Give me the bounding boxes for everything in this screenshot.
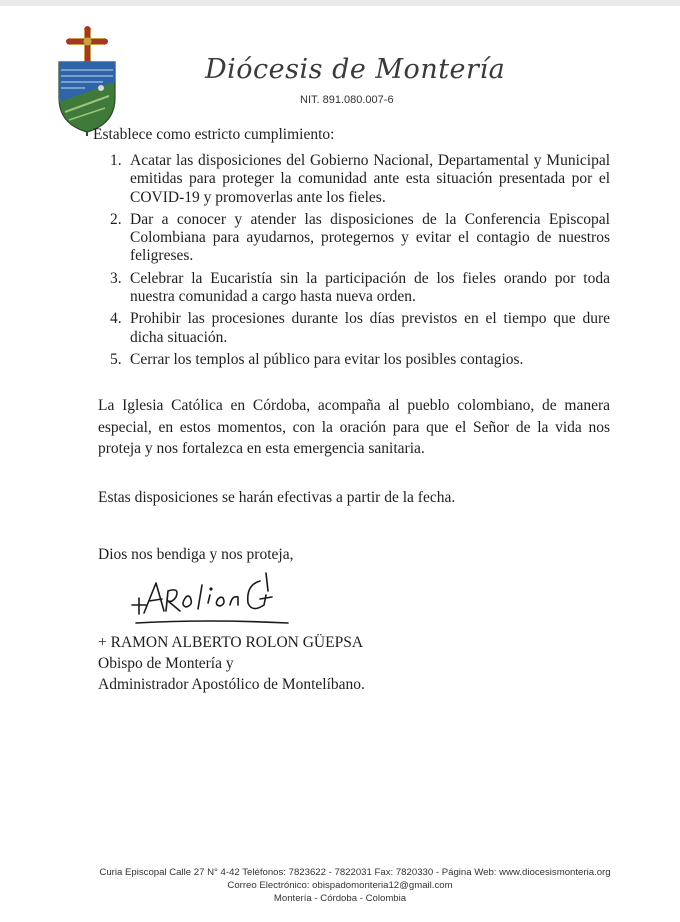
signer-title-2: Administrador Apostólico de Montelíbano. [98,676,365,693]
list-item-text: Dar a conocer y atender las disposiciones de la Conferencia Episcopal Colombiana para ayudarnos, protegernos y evitar el contagio de nuestros feligreses. [130,210,610,265]
list-item [110,351,610,369]
list-item-number: 1. [110,152,122,169]
list-item-number: 3. [110,269,122,287]
handwritten-signature [128,565,298,633]
list-item [110,211,610,266]
list-item-text: Acatar las disposiciones del Gobierno Nacional, Departamental y Municipal emitidas para proteger la comunidad ante esta situación presentada por el COVID-19 y promoverlas ante los fieles. [130,152,610,206]
provisions-list [110,152,610,373]
diocese-crest-icon [55,26,119,138]
diocese-title: Diócesis de Montería [205,54,506,85]
list-item [110,270,610,307]
list-item-number: 4. [110,310,122,328]
intro-text: Establece como estricto cumplimiento: [93,126,335,143]
top-edge [0,0,680,6]
footer-address: Curia Episcopal Calle 27 N° 4-42 Teléfonos: 7823622 - 7822031 Fax: 7820330 - Página Web: www.diocesismonteria.org [99,867,611,878]
list-item-number: 2. [110,210,122,228]
footer-location: Montería - Córdoba - Colombia [273,893,407,904]
effective-date-paragraph: Estas disposiciones se harán efectivas a partir de la fecha. [98,489,456,506]
list-item-text: Cerrar los templos al público para evitar los posibles contagios. [130,350,524,368]
closing-blessing: Dios nos bendiga y nos proteja, [98,546,294,563]
list-item [110,310,610,347]
list-item-text: Celebrar la Eucaristía sin la participación de los fieles orando por toda nuestra comunidad a cargo hasta nueva orden. [130,269,610,306]
footer-email: Correo Electrónico: obispadomonteria12@gmail.com [227,880,453,891]
list-item-text: Prohibir las procesiones durante los días previstos en el tiempo que dure dicha situación. [130,310,610,346]
signer-title-1: Obispo de Montería y [98,655,234,672]
list-item [110,152,610,207]
signer-name: + RAMON ALBERTO ROLON GÜEPSA [98,634,364,651]
nit-number: NIT. 891.080.007-6 [300,94,394,106]
signature-block [98,632,365,695]
church-support-paragraph: La Iglesia Católica en Córdoba, acompaña al pueblo colombiano, de manera especial, en estos momentos, con la oración para que el Señor de la vida nos proteja y nos fortalezca en esta emergencia sanitaria. [98,397,610,457]
letterhead-footer [0,866,680,905]
list-item-number: 5. [110,350,122,368]
